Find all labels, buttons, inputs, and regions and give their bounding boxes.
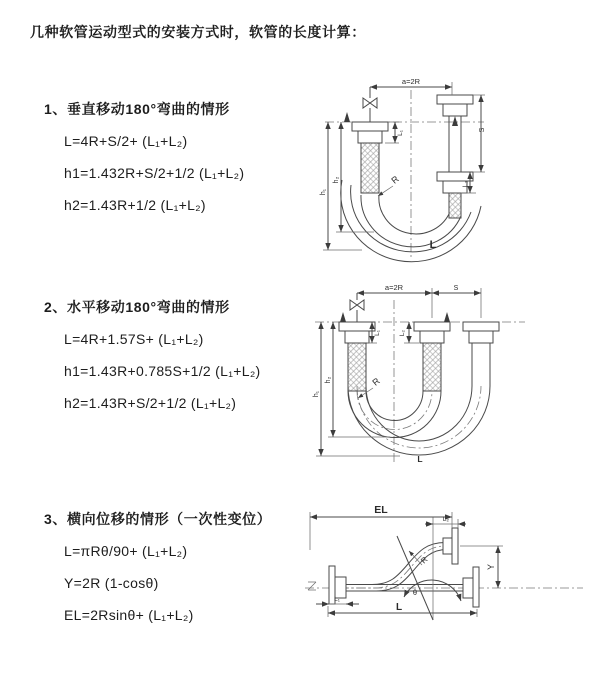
formula-line: EL=2Rsinθ+ (L₁+L₂) <box>64 607 194 623</box>
dimensions <box>313 283 481 464</box>
dim-label-h1: h₁ <box>320 188 327 196</box>
dim-label-l2: L₂ <box>462 180 469 188</box>
radius-label: R <box>370 375 382 388</box>
section-vertical-movement <box>44 100 244 214</box>
dim-label-a2r: a=2R <box>384 283 404 292</box>
page-title: 几种软管运动型式的安装方式时，软管的长度计算： <box>30 24 366 40</box>
axis-mark <box>308 582 316 590</box>
left-fitting <box>339 322 375 391</box>
section-horizontal-movement <box>44 298 261 412</box>
section-heading: 3、横向位移的情形（一次性变位） <box>44 511 272 527</box>
dim-label-h2: h₂ <box>333 176 340 184</box>
radius-label: R <box>389 173 401 186</box>
radius-label: R <box>419 555 430 566</box>
formula-line: Y=2R (1-cosθ) <box>64 575 159 591</box>
formula-line: L=πRθ/90+ (L₁+L₂) <box>64 543 188 559</box>
length-label: L <box>429 239 437 251</box>
dim-label-s: S <box>453 285 459 292</box>
valve-symbol <box>350 293 364 322</box>
section-lateral-displacement <box>44 510 271 624</box>
section-heading: 2、水平移动180°弯曲的情形 <box>44 299 230 315</box>
dim-label-s: S <box>479 127 486 133</box>
diagram-vertical-180-bend <box>298 70 590 265</box>
section-heading: 1、垂直移动180°弯曲的情形 <box>44 101 230 117</box>
right-fitting <box>437 95 473 218</box>
diagram-lateral-displacement <box>298 495 600 665</box>
left-fitting <box>352 122 388 193</box>
dim-label-l1: L₁ <box>397 130 404 136</box>
formula-line: L=4R+S/2+ (L₁+L₂) <box>64 133 188 149</box>
dim-label-h1: h₁ <box>313 390 320 398</box>
formula-line: h2=1.43R+S/2+1/2 (L₁+L₂) <box>64 395 237 411</box>
formula-line: h2=1.43R+1/2 (L₁+L₂) <box>64 197 206 213</box>
center-fitting <box>414 322 450 391</box>
moved-fitting <box>463 322 499 386</box>
length-label: L <box>395 602 403 613</box>
dim-label-l2: L₂ <box>399 329 406 337</box>
dim-label-l2: L₂ <box>442 516 450 523</box>
angle-label: θ <box>412 588 418 597</box>
dim-label-h2: h₂ <box>325 376 332 384</box>
valve-symbol <box>363 87 377 122</box>
dim-label-y: Y <box>486 563 496 571</box>
formula-line: h1=1.432R+S/2+1/2 (L₁+L₂) <box>64 165 245 181</box>
length-label: L <box>417 454 423 464</box>
diagram-horizontal-180-bend <box>298 278 600 470</box>
formula-line: h1=1.43R+0.785S+1/2 (L₁+L₂) <box>64 363 261 379</box>
dim-label-el: EL <box>374 504 388 516</box>
dim-label-a2r: a=2R <box>401 77 421 86</box>
dim-label-l1: L₁ <box>334 596 340 603</box>
formula-line: L=4R+1.57S+ (L₁+L₂) <box>64 331 204 347</box>
dim-label-l1: L₁ <box>374 330 381 336</box>
